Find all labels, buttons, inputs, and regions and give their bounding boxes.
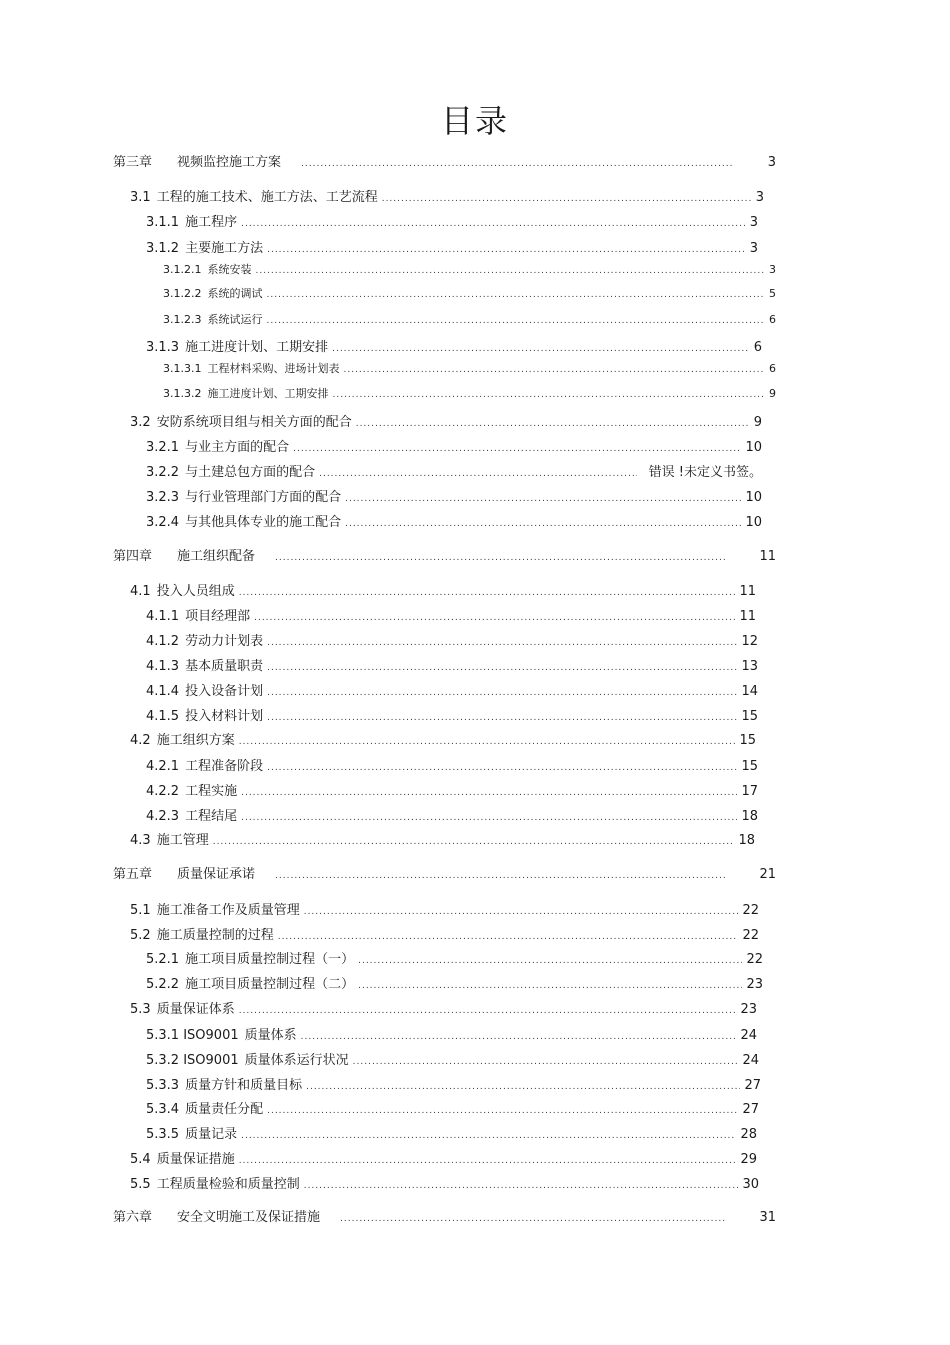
toc-entry-number: 4.2.3	[146, 809, 180, 824]
toc-entry[interactable]	[146, 630, 758, 648]
toc-leader-dots	[345, 494, 741, 504]
toc-leader-dots	[266, 290, 765, 300]
toc-page-number: 27	[744, 1078, 761, 1093]
toc-page-number: 12	[741, 634, 758, 649]
toc-leader-dots	[353, 1057, 739, 1067]
toc-entry-label	[146, 780, 237, 799]
toc-entry-number: 5.3.5	[146, 1127, 180, 1142]
toc-entry-text: 工程结尾	[185, 809, 238, 824]
toc-entry-number: 5.1	[130, 903, 151, 918]
toc-page-number: 6	[769, 362, 776, 375]
toc-page-number: 10	[745, 490, 762, 505]
toc-entry[interactable]	[146, 1098, 759, 1116]
toc-page-number: 15	[741, 709, 758, 724]
toc-entry-number: 3.1.2	[146, 241, 180, 256]
toc-leader-dots	[267, 1106, 738, 1116]
toc-leader-dots	[275, 871, 725, 881]
toc-leader-dots	[301, 1032, 737, 1042]
toc-entry-label	[163, 360, 339, 376]
toc-entry[interactable]	[146, 655, 758, 673]
toc-entry-text: 与行业管理部门方面的配合	[185, 490, 342, 505]
toc-entry-label	[146, 1024, 297, 1043]
toc-entry-text: 与其他具体专业的施工配合	[185, 515, 342, 530]
toc-entry-text: 施工项目质量控制过程（二）	[185, 977, 355, 992]
toc-entry-text: 质量保证体系	[156, 1002, 235, 1017]
toc-page-number: 29	[740, 1152, 757, 1167]
toc-entry-number: 3.1	[130, 190, 151, 205]
toc-entry[interactable]	[163, 261, 776, 279]
toc-entry[interactable]	[146, 680, 758, 698]
toc-entry-text: 施工管理	[156, 833, 209, 848]
toc-page-number: 21	[759, 867, 776, 882]
toc-entry[interactable]	[163, 285, 776, 303]
toc-entry[interactable]	[146, 780, 758, 798]
toc-page-number: 11	[739, 584, 756, 599]
toc-entry-text: 质量体系	[244, 1028, 297, 1043]
toc-page-number: 23	[740, 1002, 757, 1017]
toc-entry-text: 工程材料采购、进场计划表	[207, 362, 340, 375]
toc-entry[interactable]	[146, 948, 763, 966]
toc-page-number: 22	[742, 903, 759, 918]
toc-entry-number: 4.1.2	[146, 634, 180, 649]
toc-entry-label	[146, 705, 263, 724]
toc-page-number: 3	[755, 190, 764, 205]
toc-entry[interactable]	[163, 385, 776, 403]
toc-page-number: 22	[742, 928, 759, 943]
toc-entry-number: 5.3	[130, 1002, 151, 1017]
toc-entry-label	[130, 924, 274, 943]
toc-page-number: 17	[741, 784, 758, 799]
toc-leader-dots	[345, 519, 741, 529]
toc-leader-dots	[267, 688, 737, 698]
toc-page-number: 11	[759, 549, 776, 564]
toc-entry-number: 5.5	[130, 1177, 151, 1192]
toc-entry-text: 质量体系运行状况	[244, 1053, 349, 1068]
toc-leader-dots	[254, 613, 735, 623]
toc-entry-text: 施工组织配备	[177, 549, 256, 564]
toc-entry[interactable]	[130, 580, 756, 598]
toc-entry[interactable]	[130, 1173, 759, 1191]
toc-entry-text: 工程实施	[185, 784, 238, 799]
toc-entry-number: 3.1.2.3	[163, 313, 202, 326]
toc-entry-text: 工程准备阶段	[185, 759, 264, 774]
toc-entry-label	[146, 336, 328, 355]
toc-entry[interactable]	[146, 486, 762, 504]
toc-entry-text: 质量保证承诺	[177, 867, 256, 882]
toc-entry-text: 施工进度计划、工期安排	[207, 387, 329, 400]
toc-entry-label	[146, 1098, 263, 1117]
toc-entry[interactable]	[146, 1024, 757, 1042]
toc-leader-dots	[332, 344, 750, 354]
toc-entry-label	[130, 1173, 300, 1192]
toc-entry-number: 5.3.3	[146, 1078, 180, 1093]
toc-entry-number: 4.1.5	[146, 709, 180, 724]
toc-leader-dots	[340, 1214, 725, 1224]
toc-entry[interactable]	[146, 511, 762, 529]
toc-entry-text: 施工组织方案	[156, 733, 235, 748]
toc-entry-number: 4.2.2	[146, 784, 180, 799]
toc-entry-text: 系统试运行	[207, 313, 263, 326]
toc-leader-dots	[356, 419, 750, 429]
toc-page-number: 9	[769, 387, 776, 400]
toc-page-number: 23	[746, 977, 763, 992]
toc-page-number: 10	[745, 515, 762, 530]
toc-leader-dots	[241, 813, 737, 823]
toc-entry[interactable]	[146, 605, 756, 623]
toc-leader-dots	[301, 159, 734, 169]
toc-entry[interactable]	[130, 411, 762, 429]
toc-entry-number: 3.1.3.1	[163, 362, 202, 375]
toc-page-number: 6	[769, 313, 776, 326]
toc-entry-text: 质量方针和质量目标	[185, 1078, 303, 1093]
toc-leader-dots	[306, 1082, 740, 1092]
toc-entry-number: 5.3.1 ISO9001	[146, 1028, 239, 1043]
toc-entry-number: 4.1.3	[146, 659, 180, 674]
toc-leader-dots	[267, 245, 746, 255]
toc-entry-label	[146, 755, 263, 774]
toc-leader-dots	[358, 981, 742, 991]
toc-entry-number: 5.2.1	[146, 952, 180, 967]
toc-entry-label	[146, 1074, 302, 1093]
toc-page-number: 3	[769, 263, 776, 276]
toc-entry-label	[146, 211, 237, 230]
toc-entry-text: 项目经理部	[185, 609, 251, 624]
toc-entry[interactable]	[146, 436, 762, 454]
toc-leader-dots	[241, 788, 737, 798]
toc-entry-number: 3.2.1	[146, 440, 180, 455]
toc-entry-label	[130, 580, 235, 599]
toc-page-number: 24	[740, 1028, 757, 1043]
toc-page-number: 3	[749, 215, 758, 230]
toc-page-number: 30	[742, 1177, 759, 1192]
toc-entry-label	[146, 237, 263, 256]
toc-entry-number: 5.2	[130, 928, 151, 943]
toc-entry-label	[146, 973, 354, 992]
toc-entry-number: 5.3.4	[146, 1102, 180, 1117]
toc-entry-number: 3.1.3.2	[163, 387, 202, 400]
toc-entry-label	[146, 461, 315, 480]
toc-entry-number: 4.1	[130, 584, 151, 599]
toc-leader-dots	[304, 1181, 739, 1191]
toc-entry-label	[130, 729, 235, 748]
toc-leader-dots	[267, 663, 737, 673]
toc-leader-dots	[275, 553, 725, 563]
toc-entry-number: 5.3.2 ISO9001	[146, 1053, 239, 1068]
toc-entry[interactable]	[130, 186, 764, 204]
toc-page-number: 18	[738, 833, 755, 848]
toc-entry-label	[146, 605, 250, 624]
toc-leader-dots	[267, 763, 737, 773]
toc-entry[interactable]	[146, 805, 758, 823]
toc-entry-number: 4.2.1	[146, 759, 180, 774]
toc-entry-number: 3.1.2.1	[163, 263, 202, 276]
toc-entry-text: 系统的调试	[207, 287, 263, 300]
toc-entry-text: 施工程序	[185, 215, 238, 230]
toc-chapter-entry[interactable]	[113, 863, 776, 881]
toc-entry-label	[163, 285, 262, 301]
toc-entry-text: 施工准备工作及质量管理	[156, 903, 300, 918]
toc-entry[interactable]	[130, 729, 756, 747]
toc-entry-label	[146, 1049, 349, 1068]
toc-entry-text: 基本质量职责	[185, 659, 264, 674]
toc-entry-number: 4.2	[130, 733, 151, 748]
toc-entry-number: 第五章	[113, 867, 153, 882]
toc-entry-label	[130, 899, 300, 918]
toc-entry[interactable]	[146, 973, 763, 991]
toc-entry[interactable]	[146, 705, 758, 723]
toc-entry-number: 4.1.4	[146, 684, 180, 699]
toc-leader-dots	[241, 1131, 736, 1141]
toc-page-number: 5	[769, 287, 776, 300]
toc-entry-label	[113, 151, 281, 170]
toc-entry[interactable]	[146, 336, 762, 354]
toc-entry[interactable]	[130, 899, 759, 917]
toc-entry-text: 施工进度计划、工期安排	[185, 340, 329, 355]
toc-leader-dots	[239, 1156, 737, 1166]
toc-entry-number: 3.2.4	[146, 515, 180, 530]
toc-page-number: 6	[753, 340, 762, 355]
toc-entry[interactable]	[146, 237, 758, 255]
toc-entry-number: 5.2.2	[146, 977, 180, 992]
toc-entry-text: 投入设备计划	[185, 684, 264, 699]
toc-entry-number: 5.4	[130, 1152, 151, 1167]
toc-entry-number: 3.2	[130, 415, 151, 430]
toc-leader-dots	[304, 907, 739, 917]
toc-leader-dots	[358, 956, 742, 966]
toc-entry-label	[146, 655, 263, 674]
toc-entry-text: 工程的施工技术、施工方法、工艺流程	[156, 190, 378, 205]
toc-entry-text: 工程质量检验和质量控制	[156, 1177, 300, 1192]
toc-entry[interactable]	[130, 998, 757, 1016]
toc-leader-dots	[267, 713, 737, 723]
toc-entry[interactable]	[163, 311, 776, 329]
toc-entry-number: 3.1.1	[146, 215, 180, 230]
toc-leader-dots	[382, 194, 752, 204]
toc-entry-label	[113, 1206, 320, 1225]
toc-page-number: 3	[767, 155, 776, 170]
toc-leader-dots	[255, 266, 765, 276]
toc-page-number: 15	[741, 759, 758, 774]
toc-entry-label	[146, 486, 341, 505]
toc-entry-text: 投入人员组成	[156, 584, 235, 599]
toc-leader-dots	[241, 219, 746, 229]
toc-page-number: 错误 !未定义书签。	[648, 465, 762, 480]
toc-entry-label	[130, 186, 378, 205]
toc-leader-dots	[332, 390, 765, 400]
toc-entry-label	[146, 436, 289, 455]
toc-page-number: 27	[742, 1102, 759, 1117]
toc-entry[interactable]	[146, 461, 762, 479]
toc-entry-number: 3.2.3	[146, 490, 180, 505]
toc-page-number: 9	[753, 415, 762, 430]
toc-entry-number: 4.1.1	[146, 609, 180, 624]
toc-entry-label	[130, 1148, 235, 1167]
toc-leader-dots	[239, 588, 736, 598]
toc-page-number: 15	[739, 733, 756, 748]
toc-entry[interactable]	[130, 924, 759, 942]
toc-entry-number: 4.3	[130, 833, 151, 848]
toc-entry-label	[113, 545, 255, 564]
toc-entry-text: 安全文明施工及保证措施	[177, 1210, 321, 1225]
toc-leader-dots	[293, 444, 741, 454]
toc-entry-number: 3.2.2	[146, 465, 180, 480]
toc-page-number: 14	[741, 684, 758, 699]
toc-entry-text: 施工质量控制的过程	[156, 928, 274, 943]
toc-entry-label	[146, 511, 341, 530]
toc-entry-text: 施工项目质量控制过程（一）	[185, 952, 355, 967]
toc-entry[interactable]	[146, 1123, 757, 1141]
toc-page-number: 22	[746, 952, 763, 967]
toc-entry-text: 劳动力计划表	[185, 634, 264, 649]
toc-entry-text: 主要施工方法	[185, 241, 264, 256]
toc-entry[interactable]	[146, 211, 758, 229]
toc-entry-label	[163, 385, 328, 401]
toc-entry-text: 与业主方面的配合	[185, 440, 290, 455]
toc-entry-text: 质量记录	[185, 1127, 238, 1142]
toc-entry[interactable]	[146, 1074, 761, 1092]
toc-page-number: 31	[759, 1210, 776, 1225]
toc-entry[interactable]	[163, 360, 776, 378]
toc-entry-text: 质量责任分配	[185, 1102, 264, 1117]
toc-entry-label	[163, 261, 251, 277]
toc-page-number: 3	[749, 241, 758, 256]
toc-entry-text: 安防系统项目组与相关方面的配合	[156, 415, 352, 430]
toc-leader-dots	[319, 469, 637, 479]
toc-entry-label	[130, 998, 235, 1017]
toc-entry-number: 第六章	[113, 1210, 153, 1225]
toc-entry[interactable]	[130, 1148, 757, 1166]
toc-page-number: 13	[741, 659, 758, 674]
toc-leader-dots	[267, 638, 737, 648]
toc-entry-text: 投入材料计划	[185, 709, 264, 724]
toc-chapter-entry[interactable]	[113, 151, 776, 169]
page-title: 目录	[440, 102, 509, 140]
toc-entry-number: 第四章	[113, 549, 153, 564]
toc-entry-label	[146, 805, 237, 824]
toc-entry-label	[146, 630, 263, 649]
toc-entry-text: 系统安装	[207, 263, 252, 276]
toc-entry-text: 质量保证措施	[156, 1152, 235, 1167]
toc-leader-dots	[343, 365, 765, 375]
toc-page-number: 28	[740, 1127, 757, 1142]
toc-page-number: 18	[741, 809, 758, 824]
toc-entry-label	[146, 948, 354, 967]
toc-entry-label	[146, 1123, 237, 1142]
toc-entry[interactable]	[130, 829, 755, 847]
toc-entry-text: 与土建总包方面的配合	[185, 465, 316, 480]
toc-leader-dots	[239, 1006, 737, 1016]
toc-chapter-entry[interactable]	[113, 545, 776, 563]
toc-entry-number: 3.1.3	[146, 340, 180, 355]
toc-entry-label	[146, 680, 263, 699]
toc-chapter-entry[interactable]	[113, 1206, 776, 1224]
toc-entry-label	[130, 829, 209, 848]
toc-entry-number: 第三章	[113, 155, 153, 170]
toc-entry-number: 3.1.2.2	[163, 287, 202, 300]
toc-leader-dots	[213, 837, 735, 847]
toc-page-number: 10	[745, 440, 762, 455]
toc-page-number: 11	[739, 609, 756, 624]
toc-leader-dots	[239, 737, 736, 747]
toc-entry-text: 视频监控施工方案	[177, 155, 282, 170]
toc-page-number: 24	[742, 1053, 759, 1068]
toc-entry-label	[113, 863, 255, 882]
toc-leader-dots	[266, 316, 765, 326]
toc-entry-label	[130, 411, 352, 430]
toc-entry-label	[163, 311, 262, 327]
toc-entry[interactable]	[146, 1049, 759, 1067]
toc-entry[interactable]	[146, 755, 758, 773]
toc-leader-dots	[278, 932, 739, 942]
